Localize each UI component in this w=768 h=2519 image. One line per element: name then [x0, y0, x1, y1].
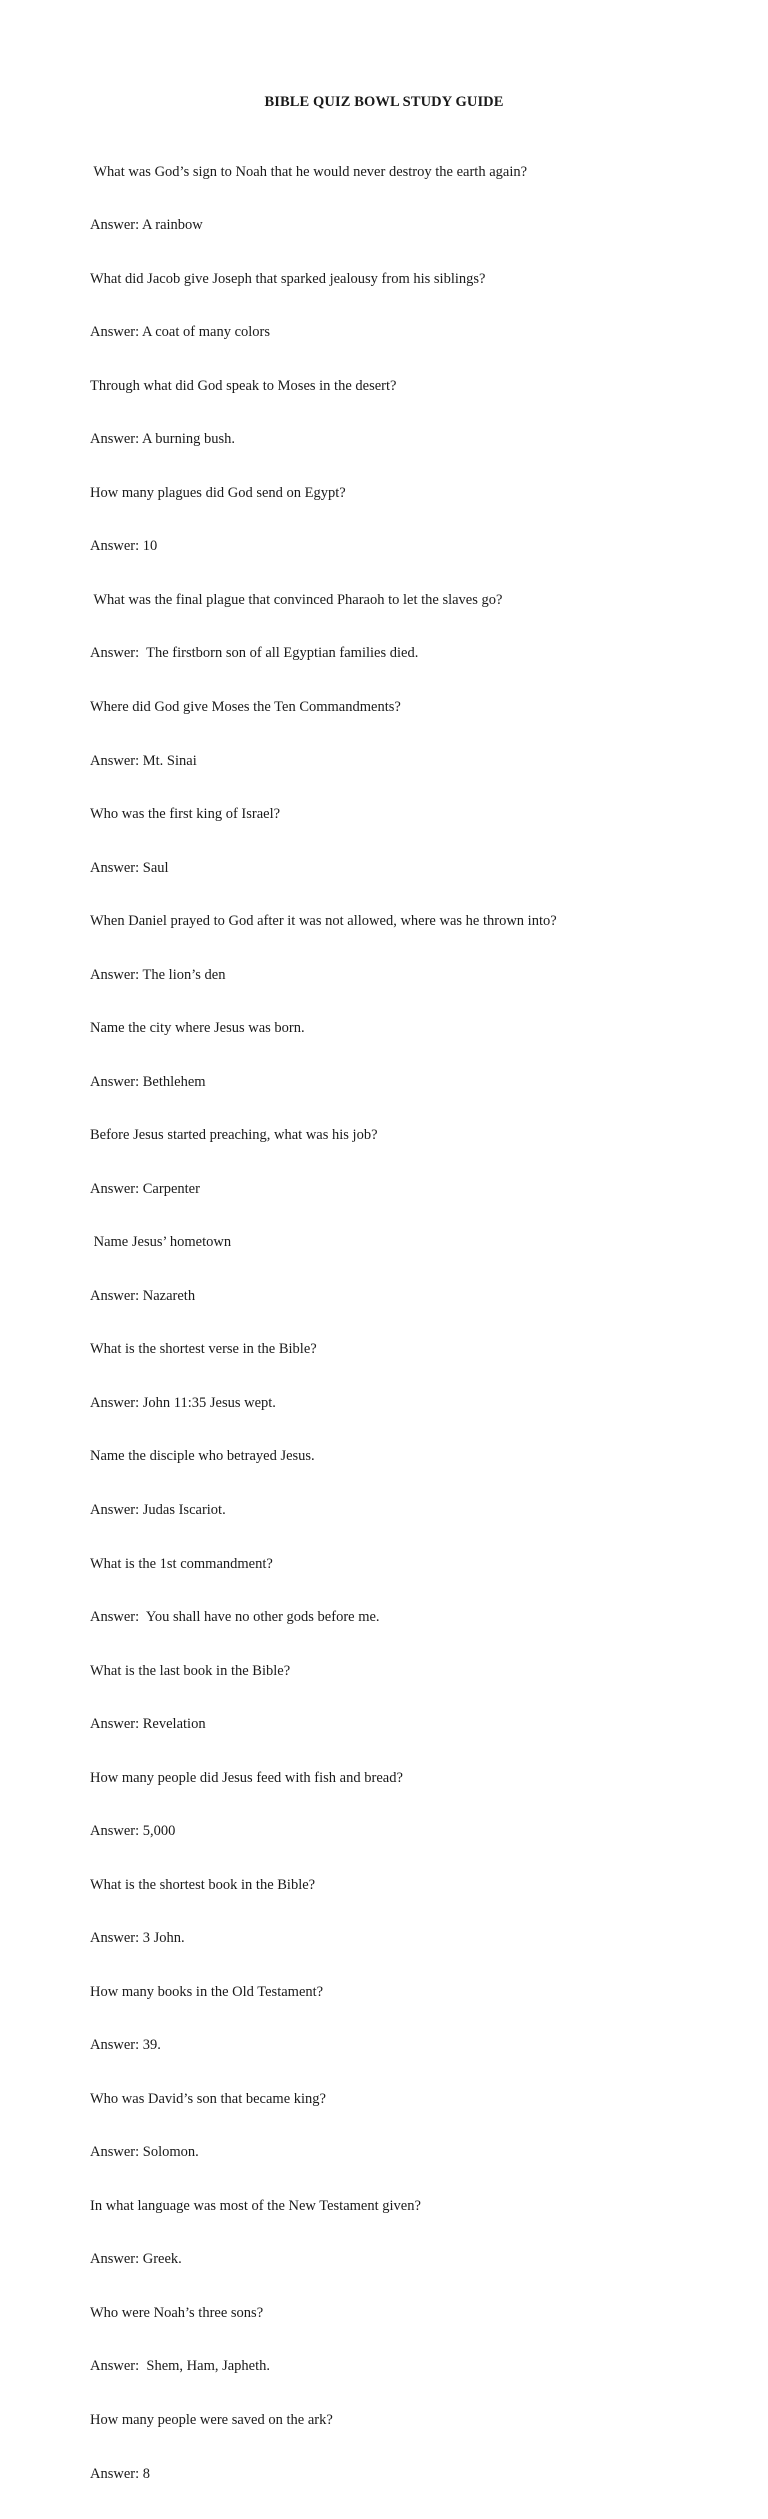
question-line: In what language was most of the New Testament given? [90, 2197, 421, 2214]
answer-line: Answer: The firstborn son of all Egyptian families died. [90, 645, 419, 662]
document-title: BIBLE QUIZ BOWL STUDY GUIDE [264, 94, 504, 110]
question-line: How many books in the Old Testament? [90, 1983, 324, 2000]
question-line: How many plagues did God send on Egypt? [90, 484, 346, 501]
question-line: Through what did God speak to Moses in the desert? [90, 377, 397, 394]
question-line: What is the shortest verse in the Bible? [90, 1341, 317, 1358]
question-line: What was God’s sign to Noah that he would never destroy the earth again? [90, 163, 528, 180]
question-line: Name Jesus’ hometown [90, 1234, 232, 1251]
question-line: Who was the first king of Israel? [90, 806, 281, 823]
answer-line: Answer: 8 [90, 2465, 151, 2482]
question-line: Before Jesus started preaching, what was his job? [90, 1127, 378, 1144]
answer-line: Answer: Judas Iscariot. [90, 1501, 226, 1518]
answer-line: Answer: 5,000 [90, 1823, 176, 1840]
answer-line: Answer: Greek. [90, 2251, 182, 2268]
answer-line: Answer: 10 [90, 538, 158, 555]
answer-line: Answer: 3 John. [90, 1930, 185, 1947]
question-line: What did Jacob give Joseph that sparked jealousy from his siblings? [90, 270, 486, 287]
answer-line: Answer: Revelation [90, 1716, 206, 1733]
answer-line: Answer: A burning bush. [90, 431, 235, 448]
question-answer-list [90, 128, 730, 2519]
question-line: Where did God give Moses the Ten Commandments? [90, 699, 401, 715]
question-line: When Daniel prayed to God after it was not allowed, where was he thrown into? [90, 913, 557, 930]
answer-line: Answer: 39. [90, 2037, 161, 2054]
answer-line: Answer: A rainbow [90, 217, 203, 234]
answer-line: Answer: Carpenter [90, 1180, 200, 1197]
answer-line: Answer: John 11:35 Jesus wept. [90, 1394, 276, 1411]
answer-line: Answer: Solomon. [90, 2144, 199, 2161]
question-line: What is the shortest book in the Bible? [90, 1876, 316, 1893]
answer-line: Answer: The lion’s den [90, 966, 226, 983]
question-line: What was the final plague that convinced Pharaoh to let the slaves go? [90, 591, 503, 608]
answer-line: Answer: You shall have no other gods before me. [90, 1609, 380, 1626]
answer-line: Answer: Shem, Ham, Japheth. [90, 2358, 271, 2375]
answer-line: Answer: Bethlehem [90, 1073, 206, 1090]
question-line: Name the city where Jesus was born. [90, 1020, 305, 1037]
question-line: How many people were saved on the ark? [90, 2412, 333, 2428]
question-line: How many people did Jesus feed with fish and bread? [90, 1769, 403, 1786]
answer-line: Answer: A coat of many colors [90, 324, 271, 341]
question-line: Who was David’s son that became king? [90, 2090, 326, 2107]
answer-line: Answer: Nazareth [90, 1287, 196, 1304]
question-line: Who were Noah’s three sons? [90, 2304, 264, 2321]
question-line: What is the last book in the Bible? [90, 1662, 291, 1679]
answer-line: Answer: Mt. Sinai [90, 752, 197, 769]
answer-line: Answer: Saul [90, 859, 169, 876]
question-line: What is the 1st commandment? [90, 1555, 273, 1572]
question-line: Name the disciple who betrayed Jesus. [90, 1448, 315, 1465]
